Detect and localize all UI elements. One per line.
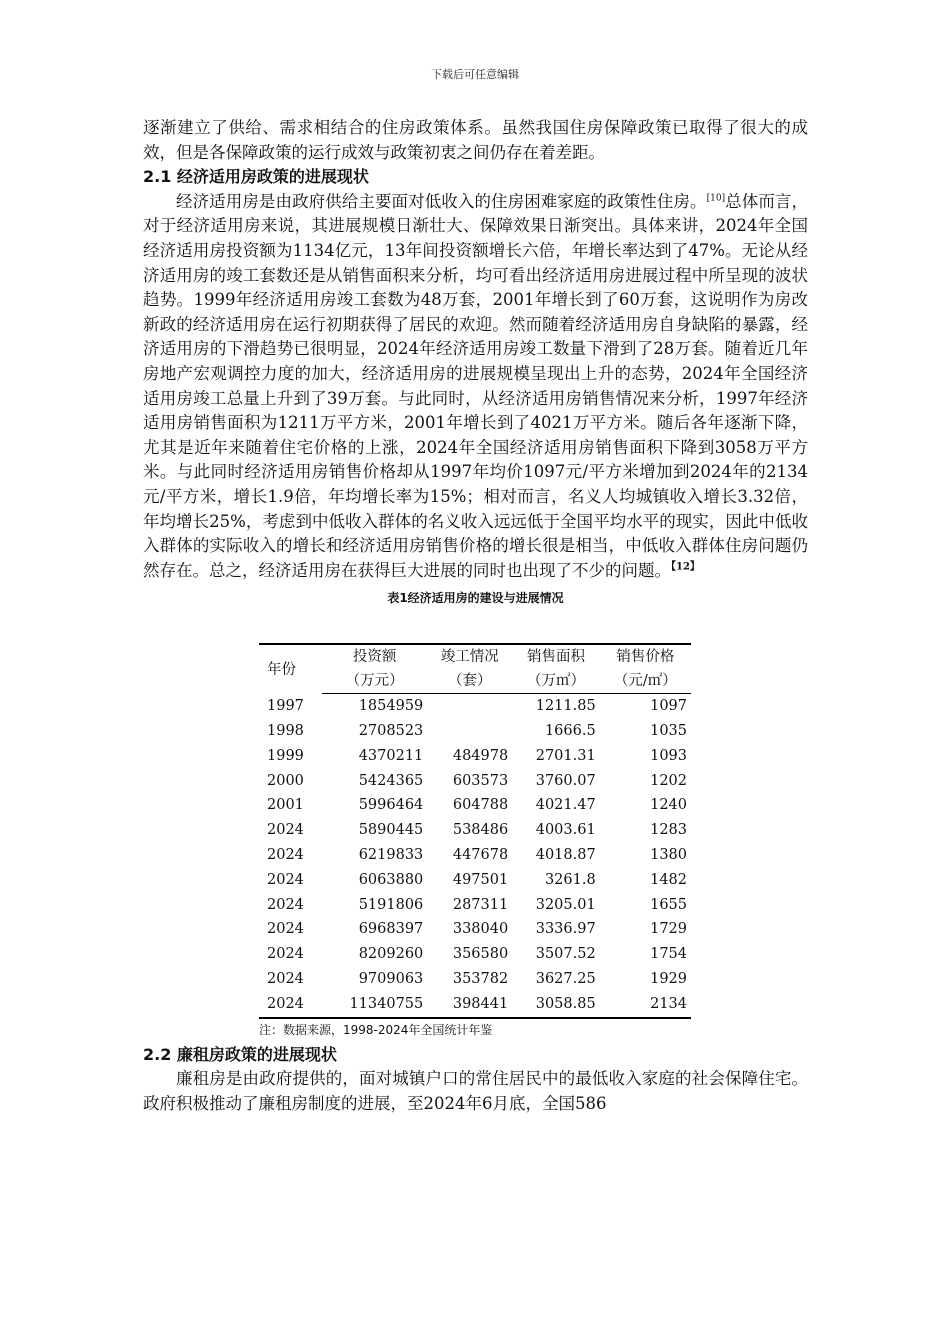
table-caption: 表1经济适用房的建设与进展情况 (387, 591, 564, 606)
header-price: 销售价格 (616, 649, 675, 666)
cell-area: 3205.01 (535, 896, 596, 913)
cell-price: 1240 (650, 797, 687, 814)
intro-paragraph: 逐渐建立了供给、需求相结合的住房政策体系。虽然我国住房保障政策已取得了很大的成效，但是各保障政策的运行成效与政策初衷之间仍存在着差距。 (143, 118, 808, 162)
cell-area: 1211.85 (535, 698, 596, 715)
table-row (259, 744, 691, 769)
cell-year: 1999 (267, 747, 304, 764)
citation-ref-12: 【12】 (671, 561, 700, 573)
cell-invest: 8209260 (358, 946, 424, 963)
cell-completed: 356580 (452, 946, 509, 963)
cell-year: 2024 (267, 847, 304, 864)
cell-year: 2024 (267, 971, 304, 988)
cell-completed (427, 719, 512, 744)
cell-invest: 1854959 (358, 698, 424, 715)
cell-invest: 6219833 (358, 847, 424, 864)
cell-completed: 398441 (452, 995, 509, 1012)
cell-invest: 2708523 (358, 723, 424, 740)
section-2-heading: 2.2 廉租房政策的进展现状 (143, 1044, 337, 1064)
cell-year: 2001 (267, 797, 304, 814)
cell-invest: 11340755 (349, 995, 424, 1012)
section-1-heading: 2.1 经济适用房政策的进展现状 (143, 167, 369, 187)
cell-year: 2024 (267, 871, 304, 888)
cell-year: 1997 (267, 698, 304, 715)
cell-area: 3261.8 (544, 871, 596, 888)
page-header: 下载后可任意编辑 (431, 68, 519, 81)
cell-area: 3058.85 (535, 995, 596, 1012)
document-body (143, 116, 808, 1116)
cell-price: 1482 (650, 871, 687, 888)
cell-price: 1035 (650, 723, 687, 740)
table-row (259, 992, 691, 1018)
cell-year: 2000 (267, 772, 304, 789)
cell-year: 2024 (267, 995, 304, 1012)
cell-area: 1666.5 (544, 723, 596, 740)
cell-completed: 447678 (452, 847, 509, 864)
cell-completed: 497501 (452, 871, 509, 888)
table-body (259, 694, 691, 1018)
header-year: 年份 (267, 661, 296, 678)
cell-completed: 484978 (452, 747, 509, 764)
table-note: 注：数据来源，1998-2024年全国统计年鉴 (259, 1022, 493, 1037)
header-area: 销售面积 (526, 649, 585, 666)
cell-year: 2024 (267, 921, 304, 938)
cell-price: 1655 (650, 896, 687, 913)
cell-completed: 538486 (452, 822, 509, 839)
cell-area: 4021.47 (535, 797, 596, 814)
table-row (259, 719, 691, 744)
cell-area: 3336.97 (535, 921, 596, 938)
cell-invest: 5996464 (358, 797, 424, 814)
table-row (259, 893, 691, 918)
cell-area: 3760.07 (535, 772, 596, 789)
table-row (259, 843, 691, 868)
cell-year: 2024 (267, 946, 304, 963)
cell-price: 1380 (650, 847, 687, 864)
cell-invest: 4370211 (358, 747, 424, 764)
cell-year: 2024 (267, 896, 304, 913)
citation-ref-10: [10] (706, 193, 726, 204)
table-row (259, 818, 691, 843)
cell-invest: 5191806 (358, 896, 424, 913)
cell-invest: 9709063 (358, 971, 424, 988)
table-row (259, 793, 691, 818)
cell-area: 4018.87 (535, 847, 596, 864)
data-table (259, 643, 691, 1018)
section-1-text-part-1: 经济适用房是由政府供给主要面对低收入的住房困难家庭的政策性住房。 (176, 191, 707, 211)
cell-area: 3627.25 (535, 971, 596, 988)
cell-price: 1929 (650, 971, 687, 988)
header-invest-unit: （万元） (322, 669, 427, 694)
cell-area: 4003.61 (535, 822, 596, 839)
cell-invest: 5424365 (358, 772, 424, 789)
header-completed-unit: （套） (427, 669, 512, 694)
header-invest: 投资额 (352, 649, 397, 666)
cell-completed (427, 694, 512, 719)
table-row (259, 868, 691, 893)
cell-price: 1097 (650, 698, 687, 715)
cell-price: 1202 (650, 772, 687, 789)
cell-completed: 604788 (452, 797, 509, 814)
cell-completed: 338040 (452, 921, 509, 938)
cell-completed: 353782 (452, 971, 509, 988)
cell-price: 1729 (650, 921, 687, 938)
header-area-unit: （万㎡） (512, 669, 599, 694)
header-completed: 竣工情况 (440, 649, 499, 666)
cell-price: 1754 (650, 946, 687, 963)
cell-area: 3507.52 (535, 946, 596, 963)
table-row (259, 769, 691, 794)
cell-invest: 6968397 (358, 921, 424, 938)
table-row (259, 694, 691, 719)
table-row (259, 917, 691, 942)
table-row (259, 967, 691, 992)
section-1-text-part-2: 总体而言，对于经济适用房来说，其进展规模日渐壮大、保障效果日渐突出。具体来讲，2024年全国经济适用房投资额为1134亿元，13年间投资额增长六倍，年增长率达到了47%。无论从经济适用房的竣工套数还是从销售面积来分析，均可看出经济适用房进展过程中所呈现的波状趋势。1999年经济适用房竣工套数为48万套，2001年增长到了60万套，这说明作为房改新政的经济适用房在运行初期获得了居民的欢迎。然而随着经济适用房自身缺陷的暴露，经济适用房的下滑趋势已很明显，2024年经济适用房竣工数量下滑到了28万套。随着近几年房地产宏观调控力度的加大，经济适用房的进展规模呈现出上升的态势，2024年全国经济适用房竣工总量上升到了39万套。与此同时，从经济适用房销售情况来分析，1997年经济适用房销售面积为1211万平方米，2001年增长到了4021万平方米。随后各年逐渐下降，尤其是近年来随着住宅价格的上涨，2024年全国经济适用房销售面积下降到3058万平方米。与此同时经济适用房销售价格却从1997年均价1097元/平方米增加到2024年的2134元/平方米，增长1.9倍，年均增长率为15%；相对而言，名义人均城镇收入增长3.32倍，年均增长25%，考虑到中低收入群体的名义收入远远低于全国平均水平的现实，因此中低收入群体的实际收入的增长和经济适用房销售价格的增长很是相当，中低收入群体住房问题仍然存在。总之，经济适用房在获得巨大进展的同时也出现了不少的问题。 (143, 191, 809, 580)
cell-price: 1283 (650, 822, 687, 839)
cell-area: 2701.31 (535, 747, 596, 764)
cell-completed: 287311 (452, 896, 509, 913)
cell-invest: 5890445 (358, 822, 424, 839)
cell-year: 2024 (267, 822, 304, 839)
section-2-paragraph: 廉租房是由政府提供的，面对城镇户口的常住居民中的最低收入家庭的社会保障住宅。政府积极推动了廉租房制度的进展，至2024年6月底，全国586 (143, 1069, 808, 1113)
cell-price: 1093 (650, 747, 687, 764)
cell-invest: 6063880 (358, 871, 424, 888)
cell-price: 2134 (650, 995, 687, 1012)
header-price-unit: （元/㎡） (600, 669, 691, 694)
table-row (259, 942, 691, 967)
section-1-paragraph (143, 190, 808, 584)
cell-completed: 603573 (452, 772, 509, 789)
cell-year: 1998 (267, 723, 304, 740)
